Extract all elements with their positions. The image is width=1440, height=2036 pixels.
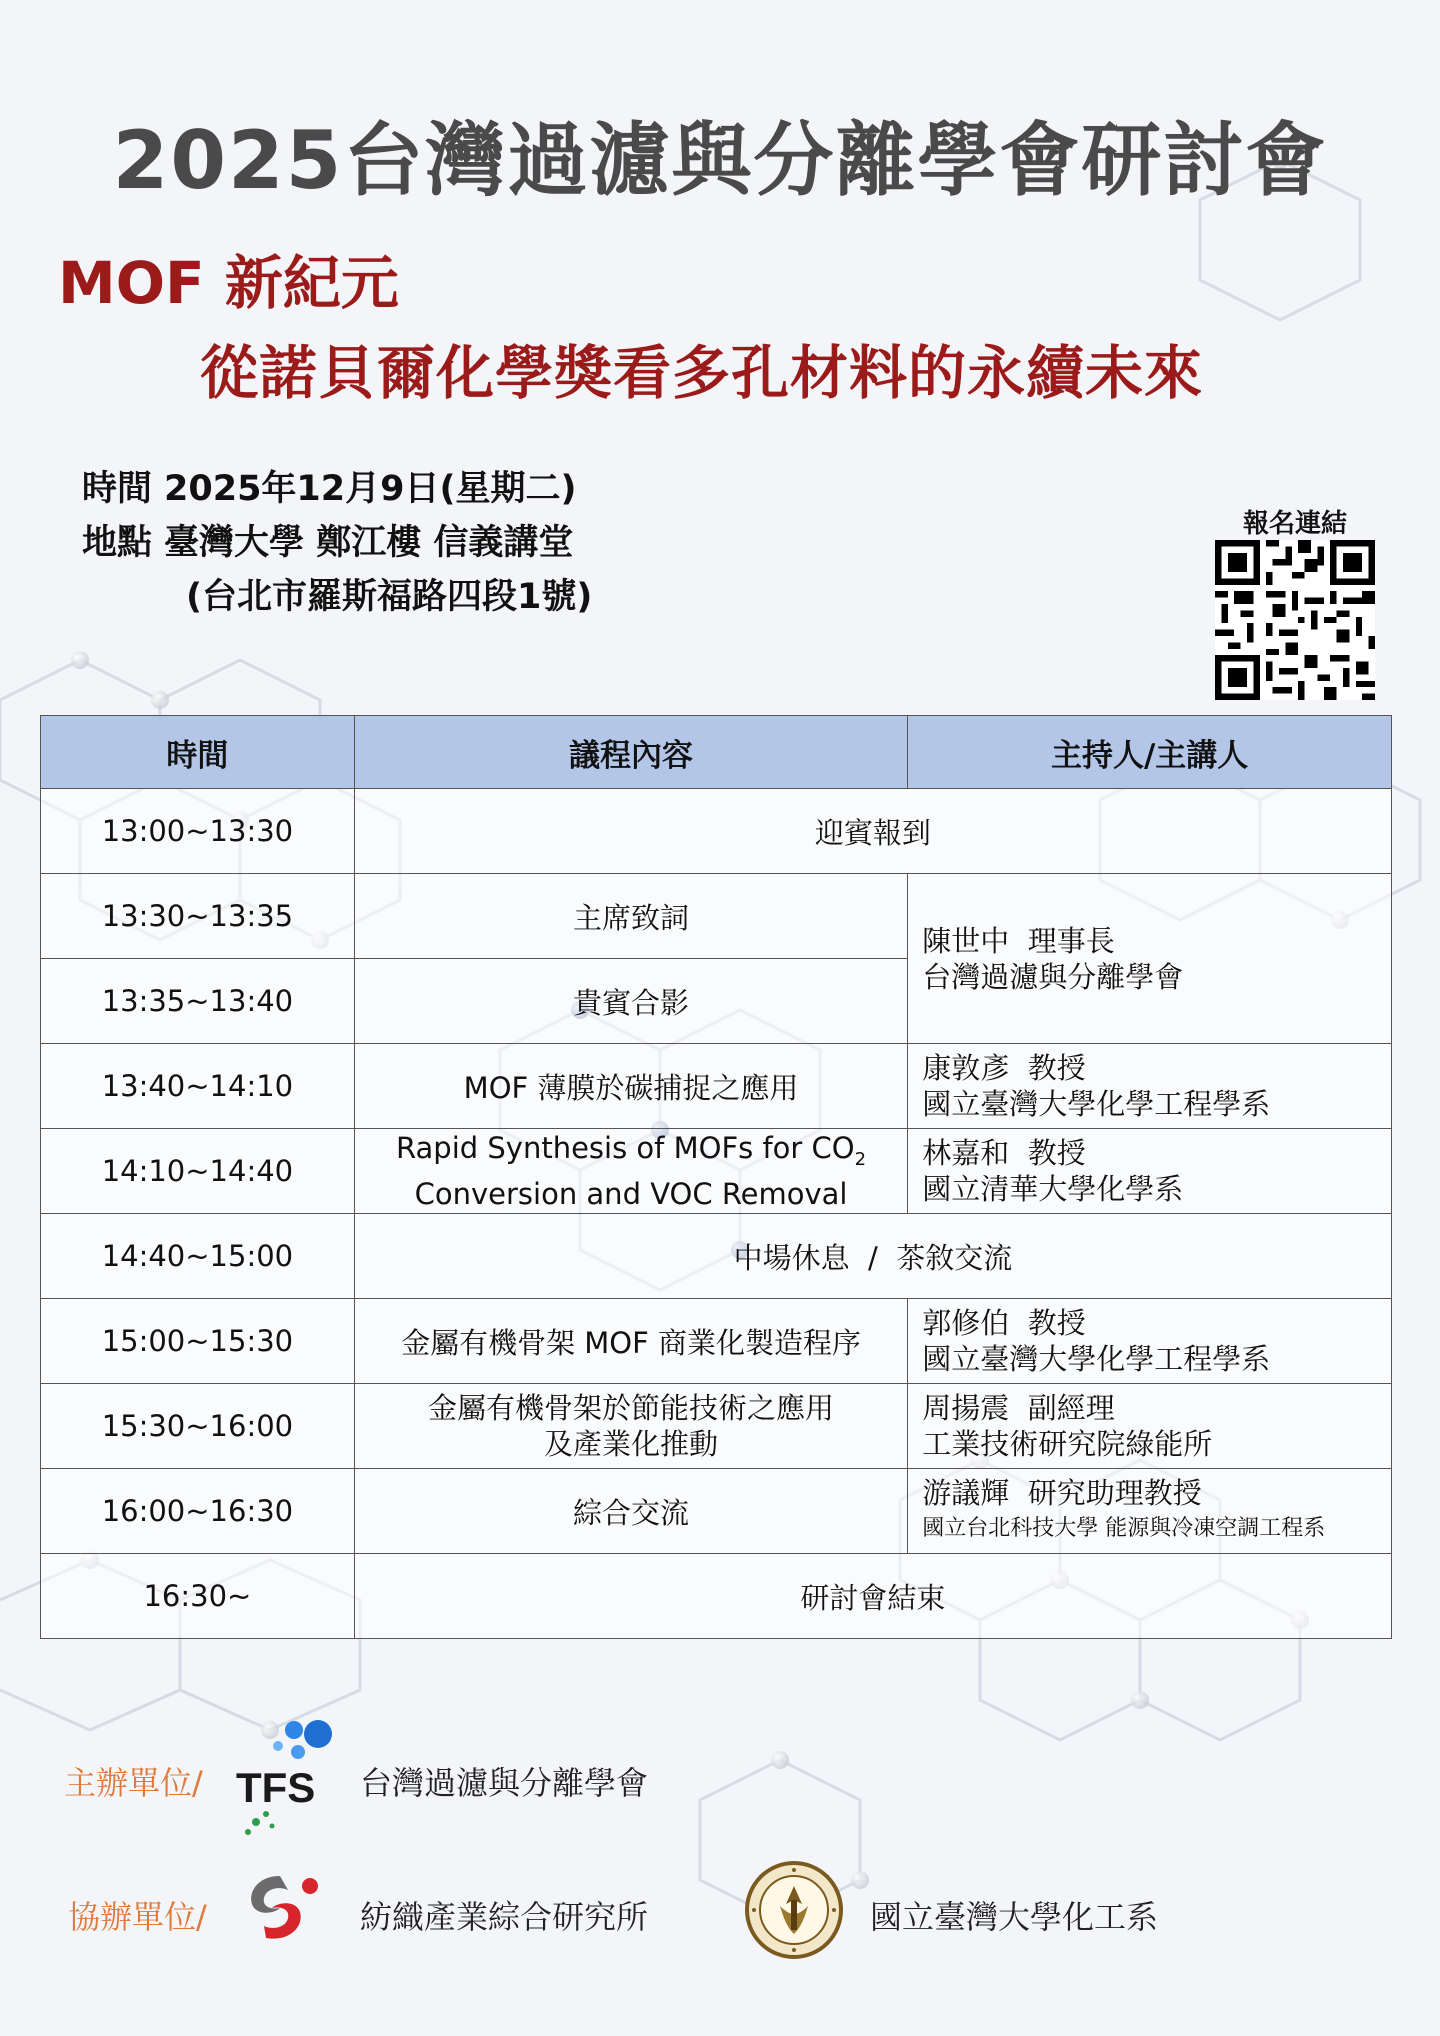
speaker-name: 康敦彥 教授: [922, 1051, 1086, 1085]
agenda-header-row: [41, 716, 1392, 789]
table-row: [41, 1469, 1392, 1554]
place-label: 地點: [82, 523, 153, 563]
time-cell: 15:00~15:30: [41, 1299, 355, 1384]
address: (台北市羅斯福路四段1號): [186, 577, 593, 617]
registration-qr-code-icon[interactable]: [1215, 540, 1375, 700]
subtitle-line-1: MOF 新紀元: [58, 249, 399, 317]
table-row: [41, 1299, 1392, 1384]
time-cell: 13:30~13:35: [41, 874, 355, 959]
table-row: [41, 789, 1392, 874]
tfs-logo-text: TFS: [236, 1764, 316, 1811]
speaker-cell: [908, 1129, 1392, 1214]
header-content: 議程內容: [354, 716, 907, 789]
speaker-name: 游議輝 研究助理教授: [922, 1476, 1202, 1510]
header-time: 時間: [41, 716, 355, 789]
speaker-affiliation: 國立臺灣大學化學工程學系: [922, 1087, 1271, 1121]
co-organizer-label: 協辦單位/: [68, 1898, 207, 1936]
speaker-cell: [908, 1044, 1392, 1129]
host-label: 主辦單位/: [64, 1764, 203, 1802]
time-cell: 14:40~15:00: [41, 1214, 355, 1299]
header-speaker: 主持人/主講人: [908, 716, 1392, 789]
content-line-1: 金屬有機骨架於節能技術之應用: [428, 1391, 835, 1425]
speaker-cell: [908, 874, 1392, 1044]
place-value: 臺灣大學 鄭江樓 信義講堂: [164, 523, 574, 563]
speaker-cell: [908, 1469, 1392, 1554]
speaker-name: 周揚震 副經理: [922, 1391, 1115, 1425]
time-cell: 13:00~13:30: [41, 789, 355, 874]
speaker-affiliation: 台灣過濾與分離學會: [922, 959, 1184, 994]
table-row: [41, 1129, 1392, 1214]
speaker-name: 郭修伯 教授: [922, 1306, 1086, 1340]
ntu-seal-icon: [744, 1860, 844, 1960]
content-line-2: 及產業化推動: [544, 1427, 719, 1461]
registration-label: 報名連結: [1242, 509, 1347, 539]
content-cell: [354, 1384, 907, 1469]
speaker-affiliation: 工業技術研究院綠能所: [922, 1427, 1213, 1461]
table-row: [41, 1214, 1392, 1299]
content-cell: 中場休息 / 茶敘交流: [354, 1214, 1391, 1299]
time-value: 2025年12月9日(星期二): [164, 469, 577, 509]
time-cell: 14:10~14:40: [41, 1129, 355, 1214]
speaker-cell: [908, 1299, 1392, 1384]
speaker-name: 林嘉和 教授: [922, 1136, 1086, 1170]
time-cell: 15:30~16:00: [41, 1384, 355, 1469]
tfs-logo-icon: [232, 1718, 342, 1838]
time-cell: 16:00~16:30: [41, 1469, 355, 1554]
ttri-logo-icon: [240, 1868, 330, 1948]
place-row: [82, 516, 592, 570]
content-line-2: Conversion and VOC Removal: [414, 1176, 848, 1211]
table-row: [41, 874, 1392, 959]
content-cell: 金屬有機骨架 MOF 商業化製造程序: [354, 1299, 907, 1384]
speaker-affiliation: 國立臺灣大學化學工程學系: [922, 1342, 1271, 1376]
co-organizer-name-1: 紡織產業綜合研究所: [360, 1898, 649, 1936]
table-row: [41, 1554, 1392, 1639]
content-cell: 綜合交流: [354, 1469, 907, 1554]
time-cell: 16:30~: [41, 1554, 355, 1639]
time-cell: 13:35~13:40: [41, 959, 355, 1044]
agenda-table: [40, 715, 1392, 1639]
speaker-affiliation: 國立清華大學化學系: [922, 1172, 1184, 1206]
time-cell: 13:40~14:10: [41, 1044, 355, 1129]
table-row: [41, 1384, 1392, 1469]
table-row: [41, 1044, 1392, 1129]
content-text: Rapid Synthesis of MOFs for CO: [396, 1131, 855, 1166]
subtitle-line-2: 從諾貝爾化學獎看多孔材料的永續未來: [200, 339, 1204, 407]
speaker-name: 陳世中 理事長: [922, 923, 1115, 958]
content-subscript: 2: [854, 1148, 867, 1170]
content-cell: 主席致詞: [354, 874, 907, 959]
speaker-affiliation: 國立台北科技大學 能源與冷凍空調工程系: [922, 1516, 1326, 1541]
event-title: 2025台灣過濾與分離學會研討會: [112, 114, 1328, 207]
content-cell: [354, 1129, 907, 1214]
co-organizer-name-2: 國立臺灣大學化工系: [870, 1898, 1159, 1936]
content-cell: MOF 薄膜於碳捕捉之應用: [354, 1044, 907, 1129]
host-name: 台灣過濾與分離學會: [360, 1764, 649, 1802]
content-cell: 研討會結束: [354, 1554, 1391, 1639]
speaker-cell: [908, 1384, 1392, 1469]
content-cell: 貴賓合影: [354, 959, 907, 1044]
time-label: 時間: [82, 469, 153, 509]
event-info: [82, 462, 592, 624]
time-row: [82, 462, 592, 516]
content-line-1: [365, 1131, 897, 1177]
content-cell: 迎賓報到: [354, 789, 1391, 874]
